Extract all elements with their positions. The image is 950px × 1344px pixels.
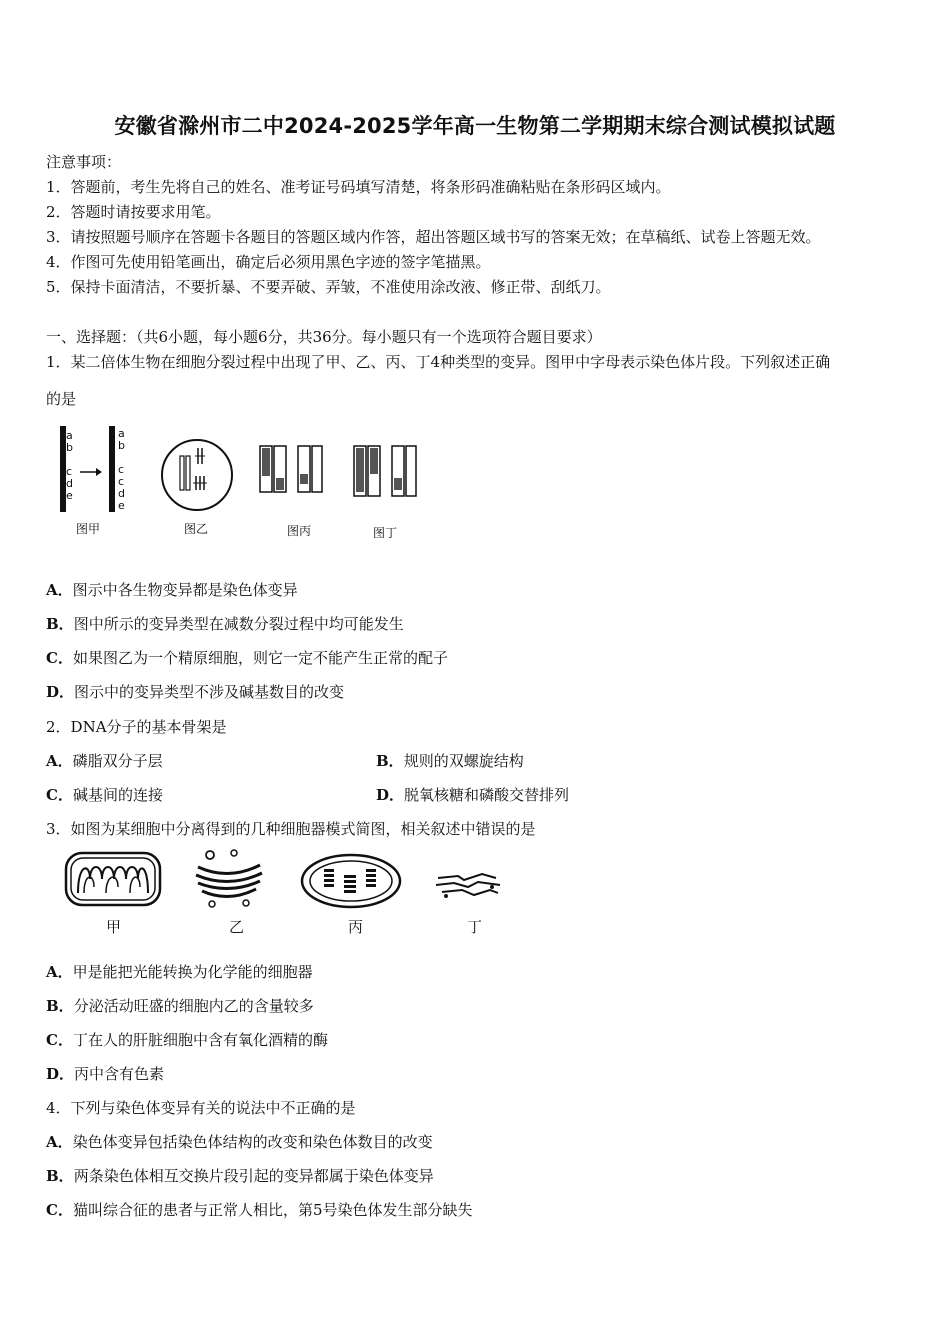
section-heading: 一、选择题：（共6小题，每小题6分，共36分。每小题只有一个选项符合题目要求） <box>46 328 602 346</box>
option-text: 图示中各生物变异都是染色体变异 <box>72 581 298 599</box>
fig-caption-yi: 图乙 <box>184 522 209 536</box>
option-label: B． <box>46 1167 74 1185</box>
q2-option-d <box>376 785 569 805</box>
option-label: C． <box>46 1201 73 1219</box>
option-text: 分泌活动旺盛的细胞内乙的含量较多 <box>73 997 314 1015</box>
q1-option-c <box>46 648 448 668</box>
q1-stem-line1: 1．某二倍体生物在细胞分裂过程中出现了甲、乙、丙、丁4种类型的变异。图甲中字母表示染色体片段。下列叙述正确 <box>46 353 831 371</box>
q4-option-c <box>46 1200 473 1220</box>
option-text: 两条染色体相互交换片段引起的变异都属于染色体变异 <box>73 1167 434 1185</box>
option-label: A． <box>46 752 73 770</box>
fig-caption-bing: 丙 <box>348 918 364 936</box>
q3-option-d <box>46 1064 164 1084</box>
cell-outline <box>162 440 232 510</box>
grana-figure <box>300 853 402 909</box>
chromosome-letter: d <box>66 477 73 490</box>
q1-stem-line2: 的是 <box>46 390 77 408</box>
option-text: 图中所示的变异类型在减数分裂过程中均可能发生 <box>73 615 404 633</box>
chromosome-letter: b <box>66 441 73 454</box>
fig-caption-bing: 图丙 <box>287 524 312 538</box>
option-text: 图示中的变异类型不涉及碱基数目的改变 <box>74 683 345 701</box>
option-text: 磷脂双分子层 <box>72 752 163 770</box>
option-text: 碱基间的连接 <box>72 786 163 804</box>
option-text: 丙中含有色素 <box>74 1065 165 1083</box>
chromosome-letter: c <box>118 463 125 476</box>
option-label: C． <box>46 786 73 804</box>
option-label: C． <box>46 1031 73 1049</box>
option-label: A． <box>46 1133 73 1151</box>
fig-caption-yi: 乙 <box>229 918 245 936</box>
q3-option-b <box>46 996 314 1016</box>
notice-item: 4．作图可先使用铅笔画出，确定后必须用黑色字迹的签字笔描黑。 <box>46 253 491 271</box>
chromosome-letter: d <box>118 487 125 500</box>
notice-item: 1．答题前，考生先将自己的姓名、准考证号码填写清楚，将条形码准确粘贴在条形码区域内。 <box>46 178 671 196</box>
option-label: A． <box>46 581 73 599</box>
q3-option-c <box>46 1030 328 1050</box>
q1-figure-yi <box>160 438 234 512</box>
option-text: 脱氧核糖和磷酸交替排列 <box>404 786 570 804</box>
option-text: 染色体变异包括染色体结构的改变和染色体数目的改变 <box>72 1133 433 1151</box>
chromosome-letter: c <box>118 475 125 488</box>
er-figure <box>434 870 504 900</box>
chromosome-after <box>109 426 115 512</box>
q4-option-b <box>46 1166 434 1186</box>
q3-stem: 3．如图为某细胞中分离得到的几种细胞器模式简图，相关叙述中错误的是 <box>46 820 536 838</box>
fig-caption-jia: 图甲 <box>76 522 101 536</box>
q2-option-a <box>46 751 163 771</box>
option-text: 规则的双螺旋结构 <box>403 752 524 770</box>
fig-caption-ding: 图丁 <box>373 526 398 540</box>
notice-heading: 注意事项： <box>46 153 122 171</box>
q3-option-a <box>46 962 313 982</box>
option-label: D． <box>46 683 75 701</box>
chloroplast-figure <box>64 851 162 907</box>
option-text: 如果图乙为一个精原细胞，则它一定不能产生正常的配子 <box>72 649 448 667</box>
q1-figure-ding <box>352 444 418 500</box>
q2-option-b <box>376 751 524 771</box>
option-text: 丁在人的肝脏细胞中含有氧化酒精的酶 <box>72 1031 328 1049</box>
notice-item: 5．保持卡面清洁，不要折暴、不要弄破、弄皱，不准使用涂改液、修正带、刮纸刀。 <box>46 278 611 296</box>
notice-item: 2．答题时请按要求用笔。 <box>46 203 221 221</box>
q2-stem: 2．DNA分子的基本骨架是 <box>46 718 227 736</box>
option-text: 猫叫综合征的患者与正常人相比，第5号染色体发生部分缺失 <box>72 1201 473 1219</box>
notice-item: 3．请按照题号顺序在答题卡各题目的答题区域内作答，超出答题区域书写的答案无效；在草稿纸、试卷上答题无效。 <box>46 228 821 246</box>
option-label: B． <box>376 752 404 770</box>
fig-caption-jia: 甲 <box>106 918 122 936</box>
q1-figure-bing <box>258 444 324 496</box>
q1-option-d <box>46 682 344 702</box>
chromosome-letter: e <box>118 499 125 512</box>
q1-option-a <box>46 580 298 600</box>
golgi-figure <box>192 849 266 909</box>
arrow-icon <box>96 468 102 476</box>
q1-option-b <box>46 614 404 634</box>
option-text: 甲是能把光能转换为化学能的细胞器 <box>72 963 313 981</box>
option-label: C． <box>46 649 73 667</box>
fig-caption-ding: 丁 <box>467 918 483 936</box>
chromosome-letter: a <box>66 429 73 442</box>
q4-stem: 4．下列与染色体变异有关的说法中不正确的是 <box>46 1099 356 1117</box>
q2-option-c <box>46 785 163 805</box>
chromosome-letter: c <box>66 465 73 478</box>
option-label: B． <box>46 615 74 633</box>
q4-option-a <box>46 1132 433 1152</box>
option-label: B． <box>46 997 74 1015</box>
chromosome-letter: a <box>118 427 125 440</box>
option-label: D． <box>376 786 405 804</box>
chromosome-letter: e <box>66 489 73 502</box>
option-label: A． <box>46 963 73 981</box>
option-label: D． <box>46 1065 75 1083</box>
chromosome-letter: b <box>118 439 125 452</box>
page-title: 安徽省滁州市二中2024-2025学年高一生物第二学期期末综合测试模拟试题 <box>114 114 836 138</box>
